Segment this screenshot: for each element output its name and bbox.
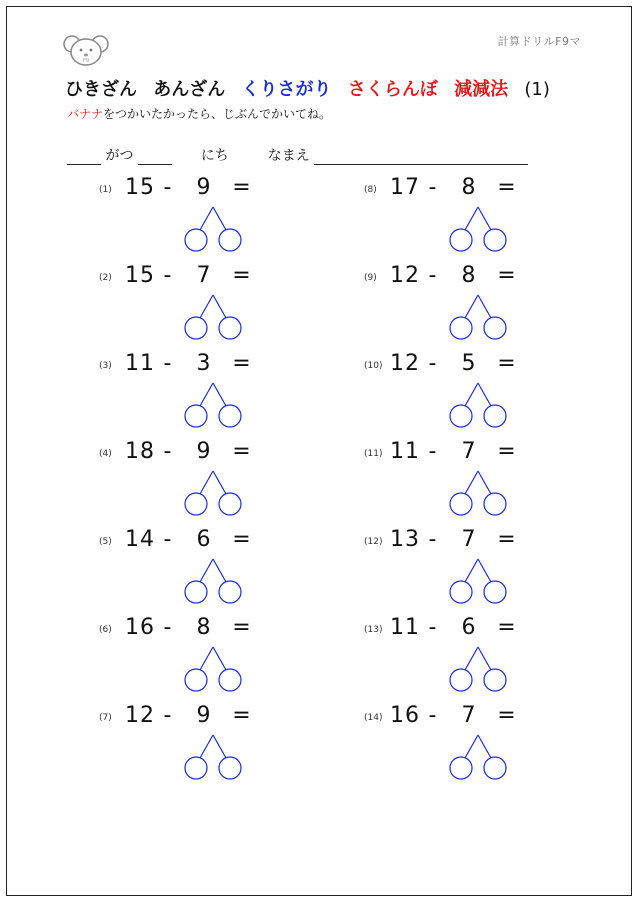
problem-number: (13) bbox=[364, 625, 383, 635]
worksheet-title bbox=[65, 75, 560, 101]
branch-right bbox=[213, 471, 226, 494]
branch-right bbox=[478, 471, 491, 494]
problem-number: (4) bbox=[99, 449, 112, 459]
minuend: 11 bbox=[390, 615, 420, 640]
problem-item bbox=[99, 351, 299, 433]
problem-number: (8) bbox=[364, 185, 377, 195]
title-hikizan: ひきざん bbox=[65, 79, 137, 100]
problem-item bbox=[99, 263, 299, 345]
answer-circle-right[interactable] bbox=[484, 493, 506, 515]
branch-right bbox=[478, 295, 491, 318]
branch-right bbox=[478, 383, 491, 406]
answer-circle-left[interactable] bbox=[450, 229, 472, 251]
name-date-row bbox=[67, 145, 528, 165]
problem-number: (12) bbox=[364, 537, 383, 547]
hint-highlight: バナナ bbox=[67, 107, 104, 121]
branch-left bbox=[200, 647, 213, 670]
branch-right bbox=[213, 207, 226, 230]
cherry-tree bbox=[364, 467, 564, 523]
problem-number: (7) bbox=[99, 713, 112, 723]
answer-circle-left[interactable] bbox=[450, 581, 472, 603]
problem-number: (6) bbox=[99, 625, 112, 635]
problem-expression bbox=[125, 351, 257, 376]
equals-sign: = bbox=[497, 527, 517, 552]
problem-number: (1) bbox=[99, 185, 112, 195]
problem-number: (14) bbox=[364, 713, 383, 723]
answer-circle-left[interactable] bbox=[450, 669, 472, 691]
cherry-tree bbox=[99, 467, 299, 523]
answer-circle-left[interactable] bbox=[185, 757, 207, 779]
subtrahend: 8 bbox=[461, 263, 477, 288]
answer-circle-right[interactable] bbox=[219, 317, 241, 339]
branch-left bbox=[465, 207, 478, 230]
problem-number: (10) bbox=[364, 361, 383, 371]
subtrahend: 9 bbox=[196, 439, 212, 464]
minus-sign: - bbox=[428, 439, 438, 464]
answer-circle-left[interactable] bbox=[185, 229, 207, 251]
branch-left bbox=[200, 735, 213, 758]
cherry-tree bbox=[99, 379, 299, 435]
branch-left bbox=[465, 559, 478, 582]
branch-right bbox=[478, 735, 491, 758]
branch-right bbox=[478, 559, 491, 582]
answer-circle-right[interactable] bbox=[219, 669, 241, 691]
problem-item bbox=[364, 175, 564, 257]
subtrahend: 6 bbox=[196, 527, 212, 552]
problem-item bbox=[364, 439, 564, 521]
minus-sign: - bbox=[428, 527, 438, 552]
equals-sign: = bbox=[497, 263, 517, 288]
problem-item bbox=[364, 527, 564, 609]
problem-number: (9) bbox=[364, 273, 377, 283]
branch-left bbox=[200, 471, 213, 494]
minuend: 15 bbox=[125, 263, 155, 288]
cherry-tree bbox=[364, 555, 564, 611]
day-label: にち bbox=[200, 148, 229, 164]
subtrahend: 6 bbox=[461, 615, 477, 640]
problem-item bbox=[364, 263, 564, 345]
branch-left bbox=[465, 735, 478, 758]
problem-item bbox=[99, 615, 299, 697]
subtrahend: 7 bbox=[461, 703, 477, 728]
branch-left bbox=[465, 383, 478, 406]
answer-circle-right[interactable] bbox=[219, 757, 241, 779]
answer-circle-right[interactable] bbox=[484, 229, 506, 251]
branch-left bbox=[465, 471, 478, 494]
answer-circle-left[interactable] bbox=[450, 405, 472, 427]
answer-circle-right[interactable] bbox=[219, 493, 241, 515]
cherry-tree bbox=[364, 731, 564, 787]
problem-item bbox=[99, 703, 299, 785]
minus-sign: - bbox=[428, 703, 438, 728]
answer-circle-left[interactable] bbox=[185, 317, 207, 339]
minuend: 12 bbox=[125, 703, 155, 728]
branch-right bbox=[478, 207, 491, 230]
branch-right bbox=[213, 295, 226, 318]
problem-expression bbox=[390, 527, 522, 552]
title-anzan: あんざん bbox=[153, 79, 226, 100]
answer-circle-right[interactable] bbox=[484, 405, 506, 427]
minuend: 18 bbox=[125, 439, 155, 464]
problem-number: (2) bbox=[99, 273, 112, 283]
branch-left bbox=[465, 647, 478, 670]
equals-sign: = bbox=[497, 703, 517, 728]
minuend: 16 bbox=[390, 703, 420, 728]
problem-expression bbox=[125, 615, 257, 640]
equals-sign: = bbox=[232, 703, 252, 728]
title-number: (1) bbox=[524, 79, 550, 100]
answer-circle-right[interactable] bbox=[219, 229, 241, 251]
minus-sign: - bbox=[163, 527, 173, 552]
cherry-tree bbox=[99, 731, 299, 787]
minus-sign: - bbox=[163, 615, 173, 640]
minuend: 12 bbox=[390, 351, 420, 376]
minuend: 11 bbox=[125, 351, 155, 376]
branch-right bbox=[213, 383, 226, 406]
branch-right bbox=[213, 559, 226, 582]
answer-circle-right[interactable] bbox=[484, 581, 506, 603]
cherry-tree bbox=[364, 379, 564, 435]
problem-expression bbox=[125, 703, 257, 728]
cherry-tree bbox=[99, 291, 299, 347]
brand-label: 計算ドリルF9マ bbox=[497, 35, 581, 48]
subtrahend: 3 bbox=[196, 351, 212, 376]
problem-expression bbox=[390, 615, 522, 640]
equals-sign: = bbox=[497, 615, 517, 640]
problem-item bbox=[99, 175, 299, 257]
minus-sign: - bbox=[163, 351, 173, 376]
problem-expression bbox=[390, 263, 522, 288]
branch-right bbox=[213, 735, 226, 758]
day-blank[interactable] bbox=[138, 148, 172, 165]
answer-circle-right[interactable] bbox=[484, 317, 506, 339]
worksheet-page bbox=[6, 6, 632, 896]
branch-left bbox=[200, 383, 213, 406]
answer-circle-right[interactable] bbox=[219, 581, 241, 603]
equals-sign: = bbox=[232, 527, 252, 552]
problem-expression bbox=[125, 263, 257, 288]
subtrahend: 7 bbox=[461, 527, 477, 552]
problem-item bbox=[364, 351, 564, 433]
minus-sign: - bbox=[428, 351, 438, 376]
minuend: 12 bbox=[390, 263, 420, 288]
minuend: 15 bbox=[125, 175, 155, 200]
equals-sign: = bbox=[232, 439, 252, 464]
problem-expression bbox=[390, 703, 522, 728]
answer-circle-left[interactable] bbox=[450, 493, 472, 515]
subtrahend: 8 bbox=[461, 175, 477, 200]
subtrahend: 8 bbox=[196, 615, 212, 640]
subtrahend: 7 bbox=[196, 263, 212, 288]
minuend: 11 bbox=[390, 439, 420, 464]
answer-circle-left[interactable] bbox=[185, 493, 207, 515]
cherry-tree bbox=[364, 203, 564, 259]
name-label: なまえ bbox=[267, 148, 310, 164]
problem-expression bbox=[390, 439, 522, 464]
equals-sign: = bbox=[232, 615, 252, 640]
problem-expression bbox=[125, 175, 257, 200]
answer-circle-left[interactable] bbox=[450, 757, 472, 779]
problem-number: (3) bbox=[99, 361, 112, 371]
minus-sign: - bbox=[428, 615, 438, 640]
equals-sign: = bbox=[497, 351, 517, 376]
subtrahend: 7 bbox=[461, 439, 477, 464]
answer-circle-left[interactable] bbox=[185, 405, 207, 427]
problem-item bbox=[364, 615, 564, 697]
problem-expression bbox=[390, 351, 522, 376]
month-blank[interactable] bbox=[67, 148, 101, 165]
equals-sign: = bbox=[232, 351, 252, 376]
title-kurisagari: くりさがり bbox=[241, 79, 332, 100]
branch-left bbox=[200, 207, 213, 230]
answer-circle-right[interactable] bbox=[219, 405, 241, 427]
logo-text: F9 bbox=[82, 58, 90, 64]
answer-circle-right[interactable] bbox=[484, 669, 506, 691]
problem-item bbox=[99, 439, 299, 521]
minus-sign: - bbox=[428, 263, 438, 288]
problem-expression bbox=[125, 439, 257, 464]
name-blank[interactable] bbox=[314, 148, 528, 165]
mouse-logo-icon bbox=[63, 33, 109, 67]
answer-circle-left[interactable] bbox=[450, 317, 472, 339]
answer-circle-left[interactable] bbox=[185, 581, 207, 603]
answer-circle-left[interactable] bbox=[185, 669, 207, 691]
minuend: 17 bbox=[390, 175, 420, 200]
branch-right bbox=[478, 647, 491, 670]
cherry-tree bbox=[99, 203, 299, 259]
minus-sign: - bbox=[163, 263, 173, 288]
subtrahend: 5 bbox=[461, 351, 477, 376]
answer-circle-right[interactable] bbox=[484, 757, 506, 779]
equals-sign: = bbox=[497, 175, 517, 200]
problem-number: (5) bbox=[99, 537, 112, 547]
cherry-tree bbox=[99, 555, 299, 611]
minus-sign: - bbox=[163, 175, 173, 200]
minuend: 13 bbox=[390, 527, 420, 552]
problem-expression bbox=[125, 527, 257, 552]
problem-item bbox=[364, 703, 564, 785]
minuend: 16 bbox=[125, 615, 155, 640]
minus-sign: - bbox=[163, 439, 173, 464]
month-label: がつ bbox=[105, 148, 134, 164]
problem-number: (11) bbox=[364, 449, 383, 459]
subtrahend: 9 bbox=[196, 703, 212, 728]
equals-sign: = bbox=[232, 175, 252, 200]
title-method: 減減法 bbox=[454, 79, 509, 100]
minus-sign: - bbox=[428, 175, 438, 200]
hint-text bbox=[67, 105, 331, 122]
subtrahend: 9 bbox=[196, 175, 212, 200]
branch-left bbox=[200, 295, 213, 318]
branch-right bbox=[213, 647, 226, 670]
minuend: 14 bbox=[125, 527, 155, 552]
branch-left bbox=[465, 295, 478, 318]
cherry-tree bbox=[99, 643, 299, 699]
problem-expression bbox=[390, 175, 522, 200]
branch-left bbox=[200, 559, 213, 582]
cherry-tree bbox=[364, 643, 564, 699]
equals-sign: = bbox=[497, 439, 517, 464]
equals-sign: = bbox=[232, 263, 252, 288]
minus-sign: - bbox=[163, 703, 173, 728]
title-sakuranbo: さくらんぼ bbox=[347, 79, 438, 100]
problem-item bbox=[99, 527, 299, 609]
hint-rest: をつかいたかったら、じぶんでかいてね。 bbox=[103, 107, 332, 121]
cherry-tree bbox=[364, 291, 564, 347]
